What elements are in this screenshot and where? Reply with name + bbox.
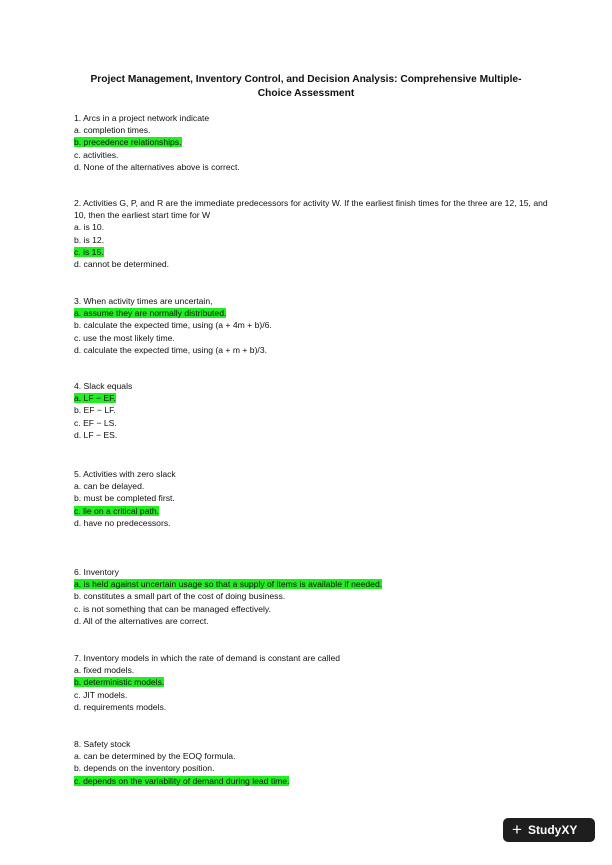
- studyxy-logo[interactable]: [503, 818, 595, 842]
- option-d: d. None of the alternatives above is correct.: [74, 161, 240, 172]
- option-b-correct: b. precedence relationships.: [74, 137, 182, 148]
- option-c: c. is not something that can be managed effectively.: [74, 603, 271, 614]
- question-text: 1. Arcs in a project network indicate: [74, 113, 210, 123]
- option-c: c. JIT models.: [74, 689, 128, 700]
- option-d: d. calculate the expected time, using (a + m + b)/3.: [74, 344, 267, 355]
- option-a: a. completion times.: [74, 125, 151, 136]
- question-text: 2. Activities G, P, and R are the immediate predecessors for activity W. If the earliest finish times for the three are 12, 15, and 10, then the earliest start time for W: [74, 198, 548, 221]
- option-a: a. is 10.: [74, 222, 105, 233]
- option-c-correct: c. lie on a critical path.: [74, 505, 160, 516]
- option-c: c. use the most likely time.: [74, 332, 175, 343]
- option-c-correct: c. is 15.: [74, 246, 104, 257]
- option-a: a. can be determined by the EOQ formula.: [74, 751, 236, 762]
- question-6: [74, 566, 554, 627]
- question-text: 3. When activity times are uncertain,: [74, 296, 213, 306]
- option-b: b. depends on the inventory position.: [74, 763, 215, 774]
- question-text: 5. Activities with zero slack: [74, 469, 176, 479]
- plus-icon: +: [512, 820, 522, 839]
- option-b: b. calculate the expected time, using (a + 4m + b)/6.: [74, 320, 272, 331]
- option-a-correct: a. is held against uncertain usage so that a supply of items is available if needed.: [74, 579, 383, 590]
- option-c: c. EF − LS.: [74, 417, 117, 428]
- option-d: d. LF − ES.: [74, 429, 118, 440]
- question-4: [74, 380, 554, 441]
- question-text: 6. Inventory: [74, 567, 119, 577]
- question-1: [74, 112, 554, 173]
- question-text: 4. Slack equals: [74, 381, 133, 391]
- option-b: b. is 12.: [74, 234, 105, 245]
- question-8: [74, 738, 554, 787]
- question-3: [74, 295, 554, 356]
- option-a: a. fixed models.: [74, 665, 135, 676]
- option-a-correct: a. LF − EF.: [74, 393, 116, 404]
- option-b: b. must be completed first.: [74, 493, 175, 504]
- question-text: 8. Safety stock: [74, 739, 131, 749]
- question-text: 7. Inventory models in which the rate of demand is constant are called: [74, 653, 341, 663]
- option-d: d. All of the alternatives are correct.: [74, 615, 209, 626]
- question-7: [74, 652, 554, 713]
- option-d: d. have no predecessors.: [74, 517, 171, 528]
- question-2: [74, 197, 554, 270]
- option-d: d. cannot be determined.: [74, 259, 170, 270]
- option-c: c. activities.: [74, 149, 119, 160]
- option-b-correct: b. deterministic models.: [74, 677, 165, 688]
- option-b: b. EF − LF.: [74, 405, 116, 416]
- option-a: a. can be delayed.: [74, 481, 145, 492]
- option-b: b. constitutes a small part of the cost of doing business.: [74, 591, 286, 602]
- brand-name: StudyXY: [528, 823, 578, 837]
- document-title: Project Management, Inventory Control, and Decision Analysis: Comprehensive Multiple-Choice Assessment: [90, 74, 522, 99]
- question-5: [74, 468, 554, 529]
- option-d: d. requirements models.: [74, 701, 167, 712]
- option-c-correct: c. depends on the variability of demand during lead time.: [74, 775, 290, 786]
- option-a-correct: a. assume they are normally distributed.: [74, 308, 227, 319]
